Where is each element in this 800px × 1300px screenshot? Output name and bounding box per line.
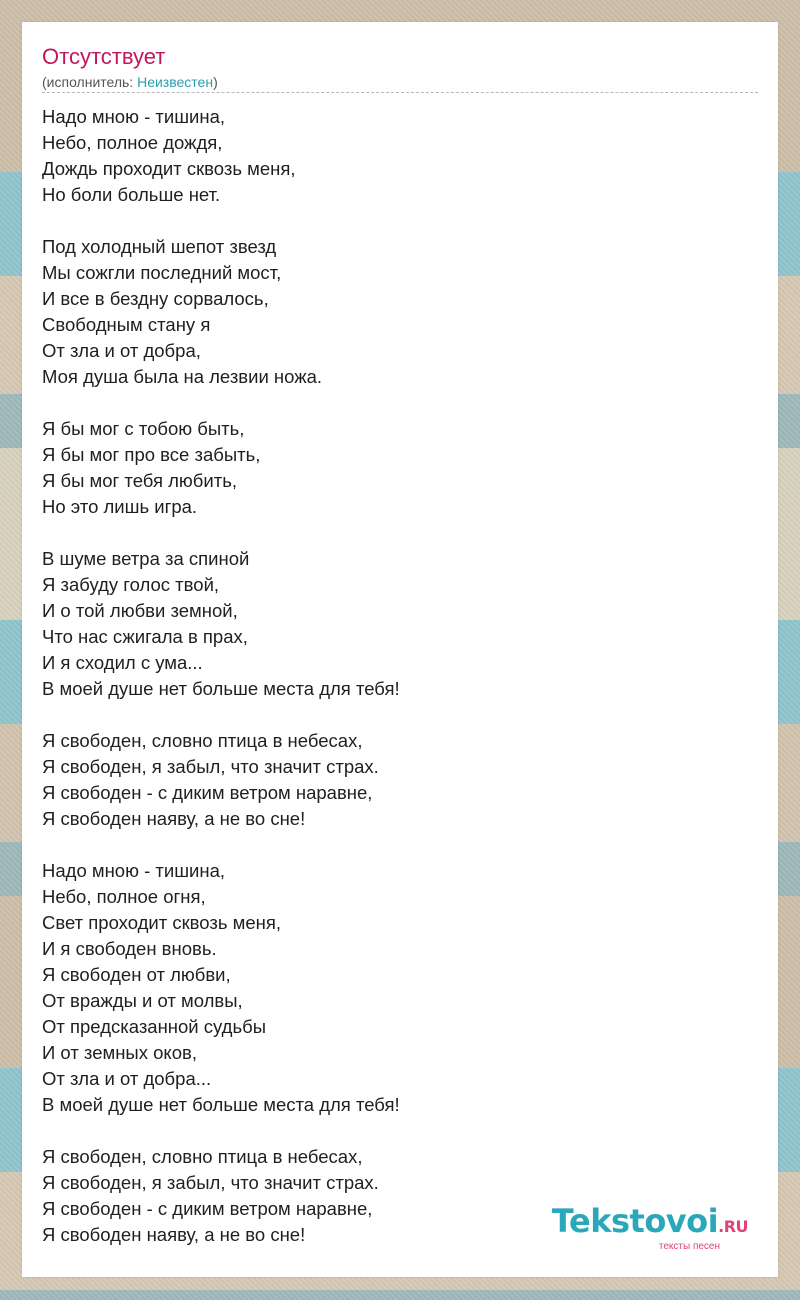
lyrics-stanza — [42, 234, 758, 390]
lyrics-line: В моей душе нет больше места для тебя! — [42, 678, 400, 699]
lyrics-line: Я забуду голос твой, — [42, 574, 220, 595]
lyrics-line: Я свободен - с диким ветром наравне, — [42, 1198, 373, 1219]
lyrics-line: Я бы мог про все забыть, — [42, 444, 261, 465]
lyrics-stanza — [42, 546, 758, 702]
lyrics-line: Под холодный шепот звезд — [42, 236, 277, 257]
lyrics-line: Свободным стану я — [42, 314, 211, 335]
lyrics-line: От зла и от добра, — [42, 340, 201, 361]
lyrics-line: Я бы мог тебя любить, — [42, 470, 237, 491]
lyrics-line: Что нас сжигала в прах, — [42, 626, 248, 647]
lyrics-line: Я свободен, словно птица в небесах, — [42, 730, 363, 751]
logo-suffix: .RU — [718, 1217, 748, 1236]
lyrics-line: И все в бездну сорвалось, — [42, 288, 269, 309]
lyrics-line: Я свободен, я забыл, что значит страх. — [42, 1172, 379, 1193]
lyrics-line: И я сходил с ума... — [42, 652, 203, 673]
lyrics-line: Я свободен от любви, — [42, 964, 231, 985]
lyrics-line: И от земных оков, — [42, 1042, 197, 1063]
lyrics-line: Но боли больше нет. — [42, 184, 221, 205]
performer-prefix: (исполнитель: — [42, 74, 138, 90]
lyrics-page — [22, 22, 778, 1277]
lyrics-line: Небо, полное огня, — [42, 886, 206, 907]
lyrics-line: От вражды и от молвы, — [42, 990, 243, 1011]
lyrics-stanza — [42, 728, 758, 832]
logo-name: Tekstovoi — [551, 1202, 719, 1240]
lyrics-stanza — [42, 104, 758, 208]
lyrics-line: Надо мною - тишина, — [42, 860, 226, 881]
lyrics-text — [42, 104, 758, 1248]
song-title: Отсутствует — [42, 44, 166, 69]
lyrics-line: Надо мною - тишина, — [42, 106, 226, 127]
lyrics-line: Я бы мог с тобою быть, — [42, 418, 245, 439]
lyrics-line: И я свободен вновь. — [42, 938, 217, 959]
lyrics-stanza — [42, 858, 758, 1118]
lyrics-line: Я свободен, словно птица в небесах, — [42, 1146, 363, 1167]
logo-tagline: тексты песен — [658, 1241, 720, 1252]
lyrics-line: От предсказанной судьбы — [42, 1016, 266, 1037]
lyrics-stanza — [42, 416, 758, 520]
lyrics-line: И о той любви земной, — [42, 600, 238, 621]
lyrics-line: Свет проходит сквозь меня, — [42, 912, 282, 933]
lyrics-line: Я свободен наяву, а не во сне! — [42, 1224, 306, 1245]
performer-line — [42, 73, 218, 91]
lyrics-line: Я свободен - с диким ветром наравне, — [42, 782, 373, 803]
lyrics-line: Дождь проходит сквозь меня, — [42, 158, 296, 179]
lyrics-line: Мы сожгли последний мост, — [42, 262, 282, 283]
lyrics-line: В шуме ветра за спиной — [42, 548, 250, 569]
lyrics-line: От зла и от добра... — [42, 1068, 212, 1089]
logo-wordmark — [552, 1204, 748, 1244]
lyrics-line: Я свободен наяву, а не во сне! — [42, 808, 306, 829]
header-divider — [42, 92, 758, 93]
lyrics-line: Небо, полное дождя, — [42, 132, 223, 153]
lyrics-line: Я свободен, я забыл, что значит страх. — [42, 756, 379, 777]
site-logo[interactable] — [552, 1204, 748, 1253]
performer-suffix: ) — [213, 74, 218, 90]
lyrics-line: В моей душе нет больше места для тебя! — [42, 1094, 400, 1115]
performer-link[interactable]: Неизвестен — [137, 74, 214, 90]
lyrics-line: Но это лишь игра. — [42, 496, 198, 517]
lyrics-line: Моя душа была на лезвии ножа. — [42, 366, 323, 387]
